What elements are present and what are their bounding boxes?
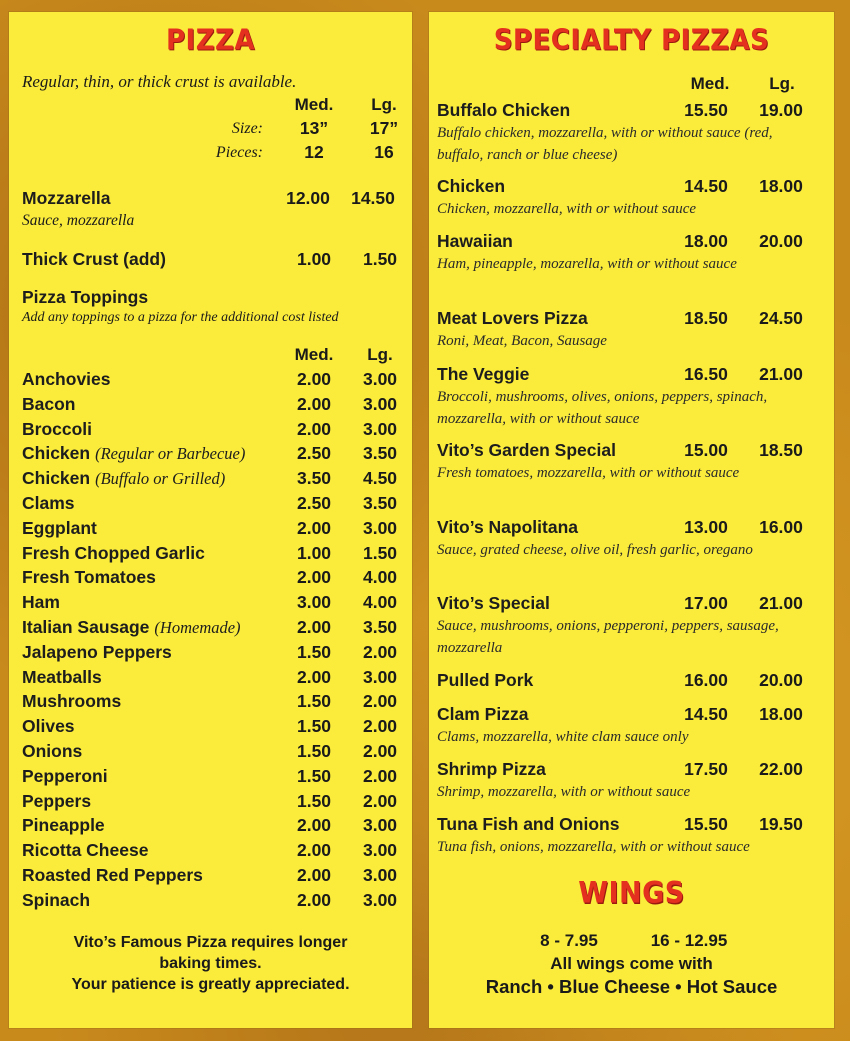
size-header-med: Med. bbox=[294, 95, 334, 114]
thick-crust-med-price: 1.00 bbox=[296, 249, 332, 269]
thick-crust-lg-price: 1.50 bbox=[362, 249, 398, 269]
topping-row bbox=[9, 491, 412, 516]
topping-name bbox=[22, 468, 225, 489]
topping-lg-price: 3.50 bbox=[362, 443, 398, 464]
crust-note: Regular, thin, or thick crust is available. bbox=[22, 72, 297, 91]
specialty-desc: Sauce, grated cheese, olive oil, fresh garlic, oregano bbox=[437, 542, 753, 558]
topping-label: Mushrooms bbox=[22, 691, 122, 712]
topping-label: Italian Sausage bbox=[22, 617, 150, 637]
specialty-name: Chicken bbox=[437, 176, 506, 196]
thick-crust-name: Thick Crust (add) bbox=[22, 249, 166, 269]
topping-row bbox=[9, 714, 412, 739]
wings-small: 8 - 7.95 bbox=[540, 931, 598, 950]
specialty-med-price: 15.50 bbox=[684, 814, 728, 834]
specialty-lg-price: 18.00 bbox=[759, 704, 803, 724]
topping-lg-price: 2.00 bbox=[362, 641, 398, 662]
specialty-name: Vito’s Garden Special bbox=[437, 440, 616, 460]
topping-med-price: 2.00 bbox=[296, 840, 332, 861]
topping-row bbox=[9, 888, 412, 913]
topping-lg-price: 3.00 bbox=[362, 840, 398, 861]
topping-label: Roasted Red Peppers bbox=[22, 865, 203, 885]
topping-lg-price: 3.00 bbox=[362, 393, 398, 414]
topping-row bbox=[9, 665, 412, 690]
topping-name bbox=[22, 592, 60, 613]
specialty-name: Clam Pizza bbox=[437, 704, 529, 724]
toppings-title: Pizza Toppings bbox=[22, 287, 149, 307]
topping-med-price: 2.00 bbox=[296, 889, 332, 910]
specialty-name: Buffalo Chicken bbox=[437, 100, 571, 120]
toppings-note: Add any toppings to a pizza for the additional cost listed bbox=[22, 310, 339, 325]
wings-note: All wings come with bbox=[550, 954, 713, 973]
specialty-header-lg: Lg. bbox=[769, 74, 795, 93]
mozzarella-name: Mozzarella bbox=[22, 188, 111, 208]
topping-med-price: 2.00 bbox=[296, 567, 332, 588]
specialty-desc: Ham, pineapple, mozarella, with or without sauce bbox=[437, 256, 737, 272]
topping-label: Onions bbox=[22, 741, 83, 761]
topping-label: Bacon bbox=[22, 393, 76, 414]
topping-name bbox=[22, 617, 241, 638]
specialty-med-price: 17.00 bbox=[684, 593, 728, 613]
topping-med-price: 1.50 bbox=[296, 765, 332, 786]
topping-med-price: 2.00 bbox=[296, 369, 332, 389]
topping-note: (Homemade) bbox=[154, 618, 241, 637]
topping-lg-price: 2.00 bbox=[362, 790, 398, 811]
toppings-header-med: Med. bbox=[294, 345, 334, 364]
specialty-desc: Chicken, mozzarella, with or without sauce bbox=[437, 201, 697, 217]
topping-name bbox=[22, 716, 75, 737]
topping-row bbox=[9, 640, 412, 665]
topping-label: Fresh Chopped Garlic bbox=[22, 542, 205, 563]
topping-name bbox=[22, 667, 102, 688]
topping-row bbox=[9, 838, 412, 863]
specialty-med-price: 18.00 bbox=[684, 231, 728, 251]
topping-name bbox=[22, 518, 97, 539]
topping-row bbox=[9, 417, 412, 442]
size-lg: 17” bbox=[369, 118, 399, 138]
topping-label: Ham bbox=[22, 592, 60, 613]
topping-row bbox=[9, 565, 412, 590]
topping-lg-price: 3.00 bbox=[362, 666, 398, 687]
topping-row bbox=[9, 689, 412, 714]
specialty-desc: Shrimp, mozzarella, with or without sauce bbox=[437, 784, 691, 800]
topping-name bbox=[22, 691, 121, 712]
specialty-med-price: 13.00 bbox=[684, 517, 728, 537]
pieces-label: Pieces: bbox=[215, 144, 263, 161]
topping-lg-price: 3.00 bbox=[362, 889, 398, 910]
specialty-lg-price: 20.00 bbox=[759, 670, 803, 690]
mozzarella-lg-price: 14.50 bbox=[351, 188, 395, 208]
topping-row bbox=[9, 764, 412, 789]
specialty-med-price: 16.00 bbox=[684, 670, 728, 690]
toppings-header-lg: Lg. bbox=[367, 345, 393, 364]
footer-line-1: Vito’s Famous Pizza requires longer bbox=[73, 934, 348, 951]
topping-lg-price: 2.00 bbox=[362, 741, 398, 761]
topping-name bbox=[22, 369, 111, 390]
specialty-med-price: 18.50 bbox=[684, 308, 728, 328]
topping-label: Ricotta Cheese bbox=[22, 840, 149, 861]
topping-name bbox=[22, 791, 91, 812]
topping-label: Peppers bbox=[22, 790, 92, 811]
topping-med-price: 2.00 bbox=[296, 865, 332, 885]
topping-name bbox=[22, 865, 203, 886]
topping-lg-price: 4.00 bbox=[362, 567, 398, 588]
topping-med-price: 1.50 bbox=[296, 691, 332, 712]
size-label: Size: bbox=[231, 120, 263, 137]
topping-lg-price: 3.50 bbox=[362, 617, 398, 637]
specialty-desc: Roni, Meat, Bacon, Sausage bbox=[437, 333, 607, 349]
topping-row bbox=[9, 466, 412, 491]
topping-med-price: 2.00 bbox=[296, 666, 332, 687]
topping-med-price: 1.00 bbox=[296, 542, 332, 563]
topping-name bbox=[22, 741, 82, 762]
topping-med-price: 1.50 bbox=[296, 641, 332, 662]
size-med: 13” bbox=[299, 118, 329, 138]
topping-name bbox=[22, 443, 245, 464]
specialty-lg-price: 24.50 bbox=[759, 308, 803, 328]
specialty-med-price: 14.50 bbox=[684, 176, 728, 196]
specialty-name: Pulled Pork bbox=[437, 670, 534, 690]
topping-med-price: 2.00 bbox=[296, 517, 332, 538]
specialty-lg-price: 18.00 bbox=[759, 176, 803, 196]
footer-line-3: Your patience is greatly appreciated. bbox=[71, 976, 350, 993]
specialty-lg-price: 19.00 bbox=[759, 100, 803, 120]
topping-name bbox=[22, 815, 105, 836]
pizza-title: PIZZA bbox=[165, 24, 256, 58]
mozzarella-desc: Sauce, mozzarella bbox=[22, 212, 135, 229]
topping-label: Fresh Tomatoes bbox=[22, 567, 156, 588]
topping-row bbox=[9, 739, 412, 764]
topping-label: Clams bbox=[22, 493, 75, 513]
topping-row bbox=[9, 392, 412, 417]
topping-med-price: 2.00 bbox=[296, 815, 332, 836]
topping-lg-price: 3.50 bbox=[362, 493, 398, 513]
topping-row bbox=[9, 541, 412, 566]
specialty-lg-price: 18.50 bbox=[759, 440, 803, 460]
topping-lg-price: 3.00 bbox=[362, 865, 398, 885]
specialty-name: Tuna Fish and Onions bbox=[437, 814, 620, 834]
specialty-title: SPECIALTY PIZZAS bbox=[493, 24, 770, 58]
topping-lg-price: 3.00 bbox=[362, 418, 398, 439]
specialty-med-price: 17.50 bbox=[684, 759, 728, 779]
specialty-desc: Buffalo chicken, mozzarella, with or without sauce (red, buffalo, ranch or blue cheese) bbox=[437, 125, 773, 163]
topping-name bbox=[22, 543, 205, 564]
topping-med-price: 1.50 bbox=[296, 790, 332, 811]
specialty-desc: Tuna fish, onions, mozzarella, with or without sauce bbox=[437, 839, 750, 855]
wings-large: 16 - 12.95 bbox=[650, 931, 728, 950]
topping-row bbox=[9, 441, 412, 466]
pizza-panel bbox=[9, 12, 412, 1028]
topping-label: Eggplant bbox=[22, 517, 97, 538]
specialty-name: Vito’s Special bbox=[437, 593, 550, 613]
pieces-med: 12 bbox=[304, 142, 324, 162]
topping-name bbox=[22, 394, 75, 415]
topping-label: Spinach bbox=[22, 889, 91, 910]
specialty-med-price: 14.50 bbox=[684, 704, 728, 724]
topping-label: Meatballs bbox=[22, 666, 102, 687]
topping-med-price: 2.00 bbox=[296, 393, 332, 414]
specialty-lg-price: 20.00 bbox=[759, 231, 803, 251]
size-header-lg: Lg. bbox=[371, 95, 397, 114]
topping-row bbox=[9, 367, 412, 392]
specialty-lg-price: 19.50 bbox=[759, 814, 803, 834]
topping-label: Pineapple bbox=[22, 815, 105, 836]
topping-label: Chicken bbox=[22, 443, 91, 464]
specialty-desc: Sauce, mushrooms, onions, pepperoni, peppers, sausage, mozzarella bbox=[437, 618, 779, 656]
wings-title: WINGS bbox=[578, 876, 685, 911]
mozzarella-med-price: 12.00 bbox=[286, 188, 330, 208]
specialty-desc: Broccoli, mushrooms, olives, onions, peppers, spinach, mozzarella, with or without sauce bbox=[437, 389, 768, 427]
topping-note: (Buffalo or Grilled) bbox=[95, 469, 226, 489]
specialty-name: Vito’s Napolitana bbox=[437, 517, 578, 537]
topping-label: Jalapeno Peppers bbox=[22, 641, 172, 662]
topping-med-price: 2.00 bbox=[296, 418, 332, 439]
specialty-desc: Fresh tomatoes, mozzarella, with or without sauce bbox=[437, 465, 740, 481]
specialty-name: Meat Lovers Pizza bbox=[437, 308, 588, 328]
topping-med-price: 1.50 bbox=[296, 716, 332, 737]
topping-med-price: 3.50 bbox=[296, 468, 332, 489]
wings-sauces: Ranch • Blue Cheese • Hot Sauce bbox=[485, 976, 778, 997]
specialty-lg-price: 22.00 bbox=[759, 759, 803, 779]
topping-row bbox=[9, 590, 412, 615]
topping-name bbox=[22, 890, 90, 911]
topping-label: Olives bbox=[22, 716, 75, 737]
specialty-lg-price: 21.00 bbox=[759, 364, 803, 384]
topping-lg-price: 2.00 bbox=[362, 765, 398, 786]
topping-med-price: 2.50 bbox=[296, 493, 332, 513]
topping-row bbox=[9, 516, 412, 541]
specialty-lg-price: 21.00 bbox=[759, 593, 803, 613]
topping-name bbox=[22, 419, 92, 440]
topping-lg-price: 3.00 bbox=[362, 815, 398, 836]
topping-label: Anchovies bbox=[22, 369, 111, 389]
topping-lg-price: 4.50 bbox=[362, 468, 398, 489]
specialty-name: The Veggie bbox=[437, 364, 530, 384]
topping-med-price: 2.00 bbox=[296, 617, 332, 637]
topping-name bbox=[22, 567, 156, 588]
topping-lg-price: 2.00 bbox=[362, 716, 398, 737]
topping-name bbox=[22, 642, 172, 663]
footer-line-2: baking times. bbox=[159, 955, 262, 972]
topping-label: Pepperoni bbox=[22, 765, 108, 786]
topping-med-price: 3.00 bbox=[296, 592, 332, 613]
specialty-header-med: Med. bbox=[690, 74, 730, 93]
topping-row bbox=[9, 863, 412, 888]
topping-lg-price: 3.00 bbox=[362, 517, 398, 538]
specialty-med-price: 16.50 bbox=[684, 364, 728, 384]
topping-med-price: 2.50 bbox=[296, 443, 332, 464]
specialty-panel bbox=[429, 12, 834, 1028]
specialty-name: Shrimp Pizza bbox=[437, 759, 546, 779]
topping-row bbox=[9, 789, 412, 814]
specialty-desc: Clams, mozzarella, white clam sauce only bbox=[437, 729, 689, 745]
topping-label: Chicken bbox=[22, 468, 91, 489]
topping-lg-price: 4.00 bbox=[362, 592, 398, 613]
topping-label: Broccoli bbox=[22, 418, 93, 439]
topping-lg-price: 3.00 bbox=[362, 369, 398, 389]
pieces-lg: 16 bbox=[374, 142, 394, 162]
topping-name bbox=[22, 493, 75, 514]
topping-row bbox=[9, 813, 412, 838]
specialty-med-price: 15.00 bbox=[684, 440, 728, 460]
specialty-name: Hawaiian bbox=[437, 231, 513, 251]
topping-med-price: 1.50 bbox=[296, 741, 332, 761]
topping-name bbox=[22, 766, 108, 787]
specialty-med-price: 15.50 bbox=[684, 100, 728, 120]
topping-lg-price: 2.00 bbox=[362, 691, 398, 712]
specialty-lg-price: 16.00 bbox=[759, 517, 803, 537]
topping-lg-price: 1.50 bbox=[362, 542, 398, 563]
topping-note: (Regular or Barbecue) bbox=[95, 444, 246, 464]
topping-name bbox=[22, 840, 148, 861]
topping-row bbox=[9, 615, 412, 640]
